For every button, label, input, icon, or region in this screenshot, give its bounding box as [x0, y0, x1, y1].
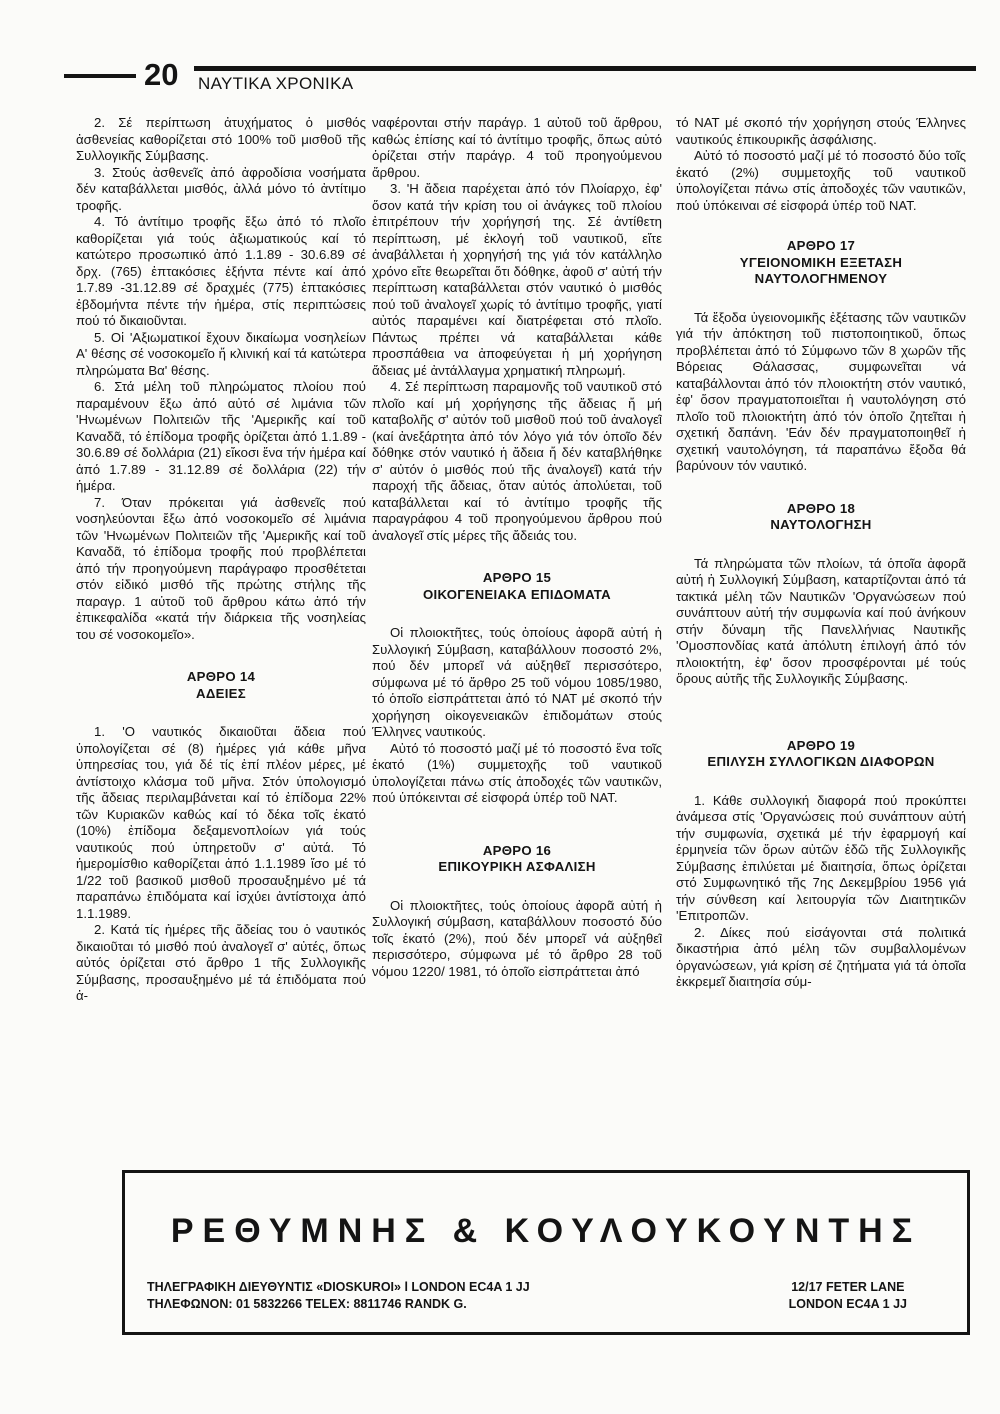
article-number: ΑΡΘΡΟ 14 — [186, 669, 256, 684]
newspaper-title: ΝΑΥΤΙΚΑ ΧΡΟΝΙΚΑ — [198, 74, 354, 93]
article-title: ΥΓΕΙΟΝΟΜΙΚΗ ΕΞΕΤΑΣΗ ΝΑΥΤΟΛΟΓΗΜΕΝΟΥ — [739, 254, 903, 286]
article-16-heading — [372, 843, 662, 876]
page-header — [64, 58, 976, 98]
article-number: ΑΡΘΡΟ 15 — [482, 570, 552, 585]
paragraph: 4. Σέ περίπτωση παραμονῆς τοῦ ναυτικοῦ στό πλοῖο καί μή χορήγησης τῆς ἄδειας ἤ μή καταβολῆς σ' αὐτόν τοῦ μισθοῦ πού τοῦ ἀναλογεῖ (καί ἀνεξάρτητα ἀπό τόν λόγο γιά τόν ὁποῖο δέν δόθηκε στόν ναυτικό ἡ ἄδεια ἤ δέν καταβλήθηκε σ' αὐτόν ὁ μισθός πού τῆς ἀναλογεῖ) κατά τήν παροχή τῆς ἄδειας, ὅταν αὐτός ἀπολύεται, τοῦ καταβάλλεται καί τό ἀντίτιμο τροφῆς τῆς παραγράφου 4 τοῦ προηγούμενου ἄρθρου πού ἀναλογεῖ στίς μέρες τῆς ἄδειάς του. — [372, 379, 662, 543]
paragraph: Οἱ πλοιοκτῆτες, τούς ὁποίους ἀφορᾶ αὐτή ἡ Συλλογική σύμβαση, καταβάλλουν ποσοστό δύο τοῖς ἑκατό (2%), πού δέν μπορεῖ νά αὐξηθεῖ περισσότερο, σύμφωνα μέ τό ἄρθρο 28 τοῦ νόμου 1220/ 1981, τό ὁποῖο εἰσπράττεται ἀπό — [372, 897, 662, 979]
paragraph: τό ΝΑΤ μέ σκοπό τήν χορήγηση στούς Έλληνες ναυτικούς ἐπικουρικῆς ἀσφάλισης. — [676, 115, 966, 147]
header-rule — [194, 66, 976, 71]
article-number: ΑΡΘΡΟ 16 — [482, 842, 552, 858]
advert-address-line: LONDON EC4A 1 JJ — [788, 1297, 907, 1311]
paragraph: Οἱ πλοιοκτῆτες, τούς ὁποίους ἀφορᾶ αὐτή ἡ Συλλογική Σύμβαση, καταβάλλουν ποσοστό 2%, πού δέν μπορεῖ νά αὐξηθεῖ περισσότερο, σύμφωνα μέ τό ἄρθρο 25 τοῦ νόμου 1085/1980, τό ὁποῖο εἰσπράττεται ἀπό τό ΝΑΤ μέ σκοπό τήν χορήγηση οἰκογενειακῶν ἐπιδομάτων στούς Έλληνες ναυτικούς. — [372, 625, 662, 739]
column-3 — [676, 115, 966, 1150]
column-1 — [76, 115, 366, 1150]
article-title: ΝΑΥΤΟΛΟΓΗΣΗ — [770, 517, 872, 532]
advert-telegraph-line: ΤΗΛΕΓΡΑΦΙΚΗ ΔΙΕΥΘΥΝΤΙΣ «DIOSKUROI» l LONDON EC4A 1 JJ — [147, 1280, 530, 1294]
article-number: ΑΡΘΡΟ 18 — [786, 500, 856, 516]
page-number: 20 — [144, 57, 179, 92]
paragraph: 1. 'Ο ναυτικός δικαιοῦται ἄδεια πού ὑπολογίζεται σέ (8) ἡμέρες γιά κάθε μῆνα ὑπηρεσίας του, γιά δέ τίς ἐπί πλέον μέρες, μέ ἀντίστοιχο κλάσμα τοῦ μῆνα. Στόν ὑπολογισμό τῆς ἄδειας περιλαμβάνεται καί τό ἐπίδομα 22% τῶν Κυριακῶν καθώς καί τό δέκα τοῖς ἑκατό (10%) ἐπίδομα δεξαμενοπλοίων γιά τούς ναυτικούς πού ὑπηρετοῦν σ' αὐτά. Τό ἡμερομίσθιο καθορίζεται ἀπό 1.1.1989 ἴσο μέ τό 1/22 τοῦ βασικοῦ μισθοῦ προσαυξημένο μέ τά παραπάνω ἐπιδόματα καί ἰσχύει ἀντίστοιχα ἀπό 1.1.1989. — [76, 724, 366, 921]
article-columns — [64, 115, 976, 1150]
paragraph: 2. Δίκες πού εἰσάγονται στά πολιτικά δικαστήρια ἀπό μέλη τῶν συμβαλλομένων ὀργανώσεων, γιά κρίση σέ ζητήματα γιά τά ὁποῖα ἐκκρεμεῖ διαιτησία σύμ- — [676, 924, 966, 989]
article-19-heading — [676, 738, 966, 771]
article-14-heading — [76, 669, 366, 702]
article-17-heading — [676, 238, 966, 288]
advert-phone-line: ΤΗΛΕΦΩΝΟΝ: 01 5832266 TELEX: 8811746 RANDK G. — [147, 1297, 467, 1311]
column-2 — [372, 115, 662, 1150]
paragraph: Τά ἔξοδα ὑγειονομικῆς ἐξέτασης τῶν ναυτικῶν γιά τήν ἀπόκτηση τοῦ πιστοποιητικοῦ, ὅπως προβλέπεται ἀπό τό Σύμφωνο τῶν 8 χωρῶν τῆς Βόρειας Θάλασσας, συμφωνεῖται νά καταβάλλονται ἀπό τόν πλοιοκτήτη στόν ναυτικό, ἐφ' ὅσον πραγματοποιεῖται ἡ ναυτολόγηση στό πλοῖο τοῦ πλοιοκτήτη ἀπό τόν ὁποῖο ζητεῖται ἡ σχετική δαπάνη. 'Εάν δέν πραγματοποιηθεῖ ἡ σχετική ναυτολόγηση, τά παραπάνω ἔξοδα θά βαρύνουν τόν ναυτικό. — [676, 309, 966, 473]
paragraph: 2. Κατά τίς ἡμέρες τῆς ἄδείας του ὁ ναυτικός δικαιοῦται τό μισθό πού ἀναλογεῖ σ' αὐτές, ὅπως αὐτός ὁρίζεται στό ἄρθρο 1 τῆς Συλλογικῆς Σύμβασης, προσαυξημένο μέ τά ἐπιδόματα πού ἀ- — [76, 922, 366, 1003]
article-title: ΕΠΙΚΟΥΡΙΚΗ ΑΣΦΑΛΙΣΗ — [438, 859, 596, 874]
paragraph: ναφέρονται στήν παράγρ. 1 αὐτοῦ τοῦ ἄρθρου, καθώς ἐπίσης καί τό ἀντίτιμο τροφῆς, ὅπως αὐτό ὁρίζεται στήν παράγρ. 4 τοῦ προηγούμενου ἄρθρου. — [372, 115, 662, 180]
paragraph: 2. Σέ περίπτωση ἀτυχήματος ὁ μισθός ἀσθενείας καθορίζεται στό 100% τοῦ μισθοῦ τῆς Συλλογικῆς Σύμβασης. — [76, 115, 366, 163]
paragraph: 3. 'Η ἄδεια παρέχεται ἀπό τόν Πλοίαρχο, ἐφ' ὅσον κατά τήν κρίση του οἱ ἀνάγκες τοῦ πλοίου ἐπιτρέπουν τήν χορήγησή της. Σέ ἀντίθετη περίπτωση, μέ ἐκλογή τοῦ ναυτικοῦ, εἴτε ἀναβάλλεται ἡ χορηγήσή της γιά τόν κατάλληλο χρόνο εἴτε θεωρεῖται ὅτι δόθηκε, ἀφοῦ σ' αὐτή τήν περίπτωση καταβάλλεται στόν ναυτικό ὁ μισθός πού τοῦ ἀναλογεῖ χωρίς τό ἀντίτιμο τροφῆς, γιατί αὐτός παραμένει καί διατρέφεται στό πλοῖο. Πάντως πρέπει νά καταβάλλεται κάθε προσπάθεια να ἀποφεύγεται ἡ μή χορήγηση ἄδειας μέ ἀντάλλαγμα χρηματική πληρωμή. — [372, 181, 662, 378]
paragraph: 1. Κάθε συλλογική διαφορά πού προκύπτει ἀνάμεσα στίς 'Οργανώσεις πού συνάπτουν αὐτή τήν συμφωνία, σχετικά μέ τήν ἐφαρμογή καί ἑρμηνεία τῶν ὅρων αὐτῶν ἐδῶ τῆς Συλλογικῆς Σύμβασης ἐπιλύεται μέ διαιτησία, ὅπως ὁρίζεται στό Συμφωνητικό τῆς 7ης Δεκεμβρίου 1956 γιά τήν σύνθεση καί λειτουργία τῶν Διαιτητικῶν 'Επιτροπῶν. — [676, 792, 966, 923]
paragraph: 5. Οἱ 'Αξιωματικοί ἔχουν δικαίωμα νοσηλείων Α' θέσης σέ νοσοκομεῖο ἤ κλινική καί τά κατώτερα πληρώματα Βα' θέσης. — [76, 329, 366, 378]
paragraph: 4. Τό ἀντίτιμο τροφῆς ἔξω ἀπό τό πλοῖο καθορίζεται γιά τούς ἀξιωματικούς καί τό κατώτερο προσωπικό ἀπό 1.1.89 - 30.6.89 σέ δρχ. (765) ἑπτακόσιες ἑξήντα πέντε καί ἀπό 1.7.89 -31.12.89 σέ δραχμές (775) ἑπτακόσιες ἑβδομήντα πέντε τήν ἡμέρα, στίς περιπτώσεις πού τό δικαιοῦνται. — [76, 214, 366, 328]
advertisement-box — [122, 1170, 970, 1335]
advert-address-line: 12/17 FETER LANE — [791, 1280, 905, 1294]
paragraph: Αὐτό τό ποσοστό μαζί μέ τό ποσοστό ἕνα τοῖς ἑκατό (1%) συμμετοχῆς τοῦ ναυτικοῦ ὑπολογίζεται πάνω στίς ἀποδοχές τῶν ναυτικῶν, πού ὑπόκεινται σέ εἰσφορά ὑπέρ τοῦ ΝΑΤ. — [372, 740, 662, 805]
article-18-heading — [676, 501, 966, 534]
paragraph: 3. Στούς ἀσθενεῖς ἀπό ἀφροδίσια νοσήματα δέν καταβάλλεται μισθός, ἀλλά μόνο τό ἀντίτιμο τροφῆς. — [76, 164, 366, 213]
paragraph: Τά πληρώματα τῶν πλοίων, τά ὁποῖα ἀφορᾶ αὐτή ἡ Συλλογική Σύμβαση, καταρτίζονται ἀπό τά τακτικά μέλη τῶν Ναυτικῶν 'Οργανώσεων πού συνάπτουν αὐτή τήν συμφωνία καί πού ἀνήκουν στήν δύναμη τῆς Πανελλήνιας Ναυτικῆς 'Ομοσπονδίας κατά ἀπόλυτη ἐπιλογή ἀπό τόν πλοιοκτήτη, ἐφ' ὅσον προσφέρονται μέ τούς ὅρους αὐτῆς τῆς Συλλογικῆς Σύμβασης. — [676, 555, 966, 686]
article-number: ΑΡΘΡΟ 17 — [786, 238, 856, 253]
paragraph: Αὐτό τό ποσοστό μαζί μέ τό ποσοστό δύο τοῖς ἑκατό (2%) συμμετοχῆς τοῦ ναυτικοῦ ὑπολογίζεται πάνω στίς ἀποδοχές τῶν ναυτικῶν, πού ὑπόκειναι σέ εἰσφορά ὑπέρ τοῦ ΝΑΤ. — [676, 148, 966, 213]
paragraph: 6. Στά μέλη τοῦ πληρώματος πλοίου πού παραμένουν ἔξω ἀπό αὐτό σέ λιμάνια τῶν 'Ηνωμένων Πολιτειῶν τῆς 'Αμερικῆς καί τοῦ Καναδᾶ, τό ἐπίδομα τροφῆς ὁρίζεται ἀπό 1.1.89 - 30.6.89 σέ δολλάρια (21) εἴκοσι ἕνα τήν ἡμέρα καί ἀπό 1.7.89 - 31.12.89 σέ δολλάρια (22) τήν ἡμέρα. — [76, 379, 366, 493]
advert-company-name: ΡΕΘΥΜΝΗΣ & ΚΟΥΛΟΥΚΟΥΝΤΗΣ — [170, 1212, 922, 1250]
advert-contact — [147, 1279, 530, 1313]
article-15-heading — [372, 570, 662, 603]
article-title: ΕΠΙΛΥΣΗ ΣΥΛΛΟΓΙΚΩΝ ΔΙΑΦΟΡΩΝ — [707, 754, 935, 769]
article-number: ΑΡΘΡΟ 19 — [786, 737, 856, 753]
header-lead-rule — [64, 74, 136, 78]
article-title: ΟΙΚΟΓΕΝΕΙΑΚΑ ΕΠΙΔΟΜΑΤΑ — [422, 586, 611, 602]
advert-address — [789, 1279, 907, 1313]
article-title: ΑΔΕΙΕΣ — [196, 685, 246, 701]
paragraph: 7. Όταν πρόκειται γιά ἀσθενεῖς πού νοσηλεύονται ἔξω ἀπό νοσοκομεῖο σέ λιμάνια τῶν 'Ηνωμένων Πολιτειῶν τῆς 'Αμερικῆς καί τοῦ Καναδᾶ, τό ἐπίδομα τροφῆς πού προβλέπεται ἀπό τήν προηγούμενη παράγραφο προσθέτεται στόν εἰδικό μισθό τῆς πρώτης στήλης τῆς παραγρ. 1 αὐτοῦ τοῦ ἄρθρου κάτω ἀπό τήν ἐπικεφαλίδα «κατά τήν διάρκεια τῆς νοσηλείας του σέ νοσοκομεῖο». — [76, 494, 366, 642]
